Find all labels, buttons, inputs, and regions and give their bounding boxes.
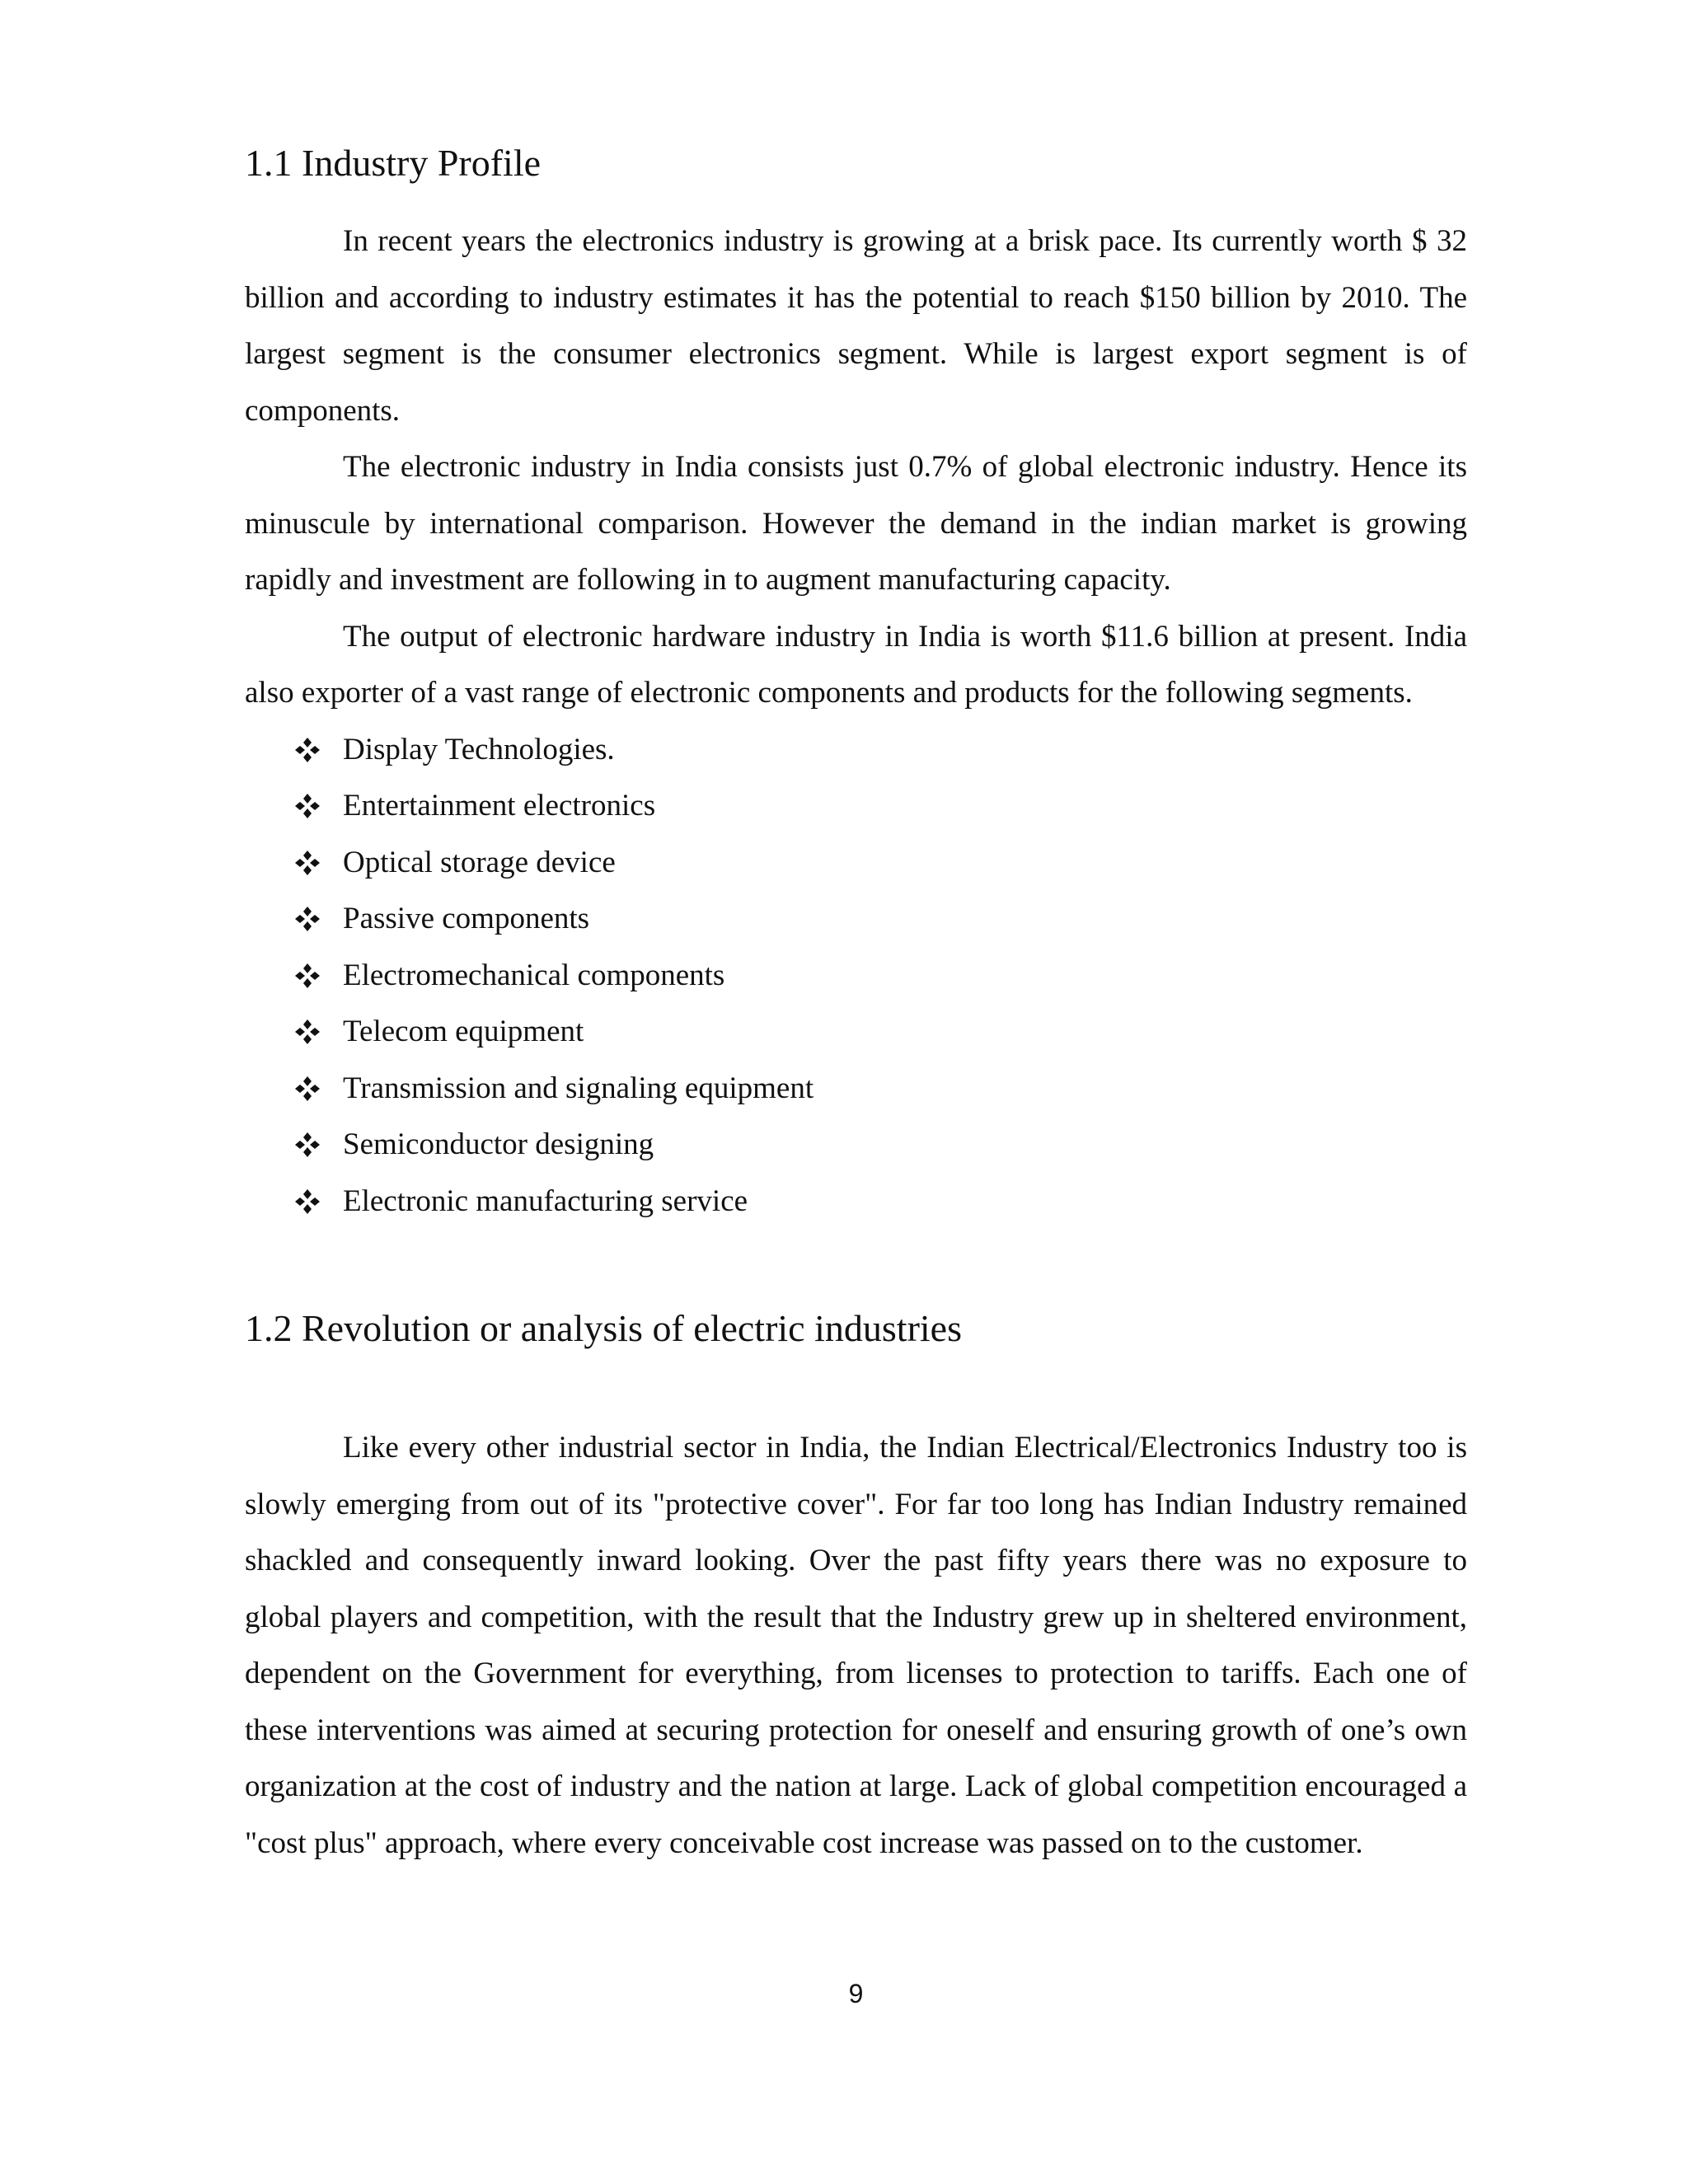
list-item-label: Entertainment electronics: [343, 789, 656, 823]
list-item: [245, 835, 1467, 892]
list-item-label: Transmission and signaling equipment: [343, 1071, 814, 1105]
list-item-label: Telecom equipment: [343, 1015, 584, 1049]
list-item-label: Electromechanical components: [343, 958, 725, 992]
four-diamond-bullet-icon: [294, 1117, 324, 1174]
list-item: [245, 778, 1467, 835]
paragraph: The electronic industry in India consists just 0.7% of global electronic industry. Hence its minuscule by international comparison. However the demand in the indian market is growing rapidly and investment are following in to augment manufacturing capacity.: [245, 450, 1467, 598]
page-content: [245, 140, 1467, 1872]
list-item: [245, 1117, 1467, 1174]
paragraph: The output of electronic hardware industry in India is worth $11.6 billion at present. India also exporter of a vast range of electronic components and products for the following segments.: [245, 619, 1467, 710]
list-item-label: Semiconductor designing: [343, 1127, 654, 1162]
page-number: 9: [848, 1979, 864, 2008]
list-item-label: Passive components: [343, 902, 590, 936]
list-item-label: Electronic manufacturing service: [343, 1183, 748, 1218]
list-item: [245, 948, 1467, 1005]
list-item: [245, 1004, 1467, 1061]
four-diamond-bullet-icon: [294, 1174, 324, 1230]
list-item: [245, 891, 1467, 948]
four-diamond-bullet-icon: [294, 948, 324, 1005]
four-diamond-bullet-icon: [294, 835, 324, 892]
four-diamond-bullet-icon: [294, 891, 324, 948]
four-diamond-bullet-icon: [294, 1004, 324, 1061]
four-diamond-bullet-icon: [294, 778, 324, 835]
segments-list: [245, 722, 1467, 1230]
section-heading-industry-profile: 1.1 Industry Profile: [245, 142, 542, 184]
four-diamond-bullet-icon: [294, 1061, 324, 1118]
list-item: [245, 722, 1467, 779]
paragraph: Like every other industrial sector in India, the Indian Electrical/Electronics Industry too is slowly emerging from out of its "protective cover". For far too long has Indian Industry remained shackled and consequently inward looking. Over the past fifty years there was no exposure to global players and competition, with the result that the Industry grew up in sheltered environment, dependent on the Government for everything, from licenses to protection to tariffs. Each one of these interventions was aimed at securing protection for oneself and ensuring growth of one’s own organization at the cost of industry and the nation at large. Lack of global competition encouraged a "cost plus" approach, where every conceivable cost increase was passed on to the customer.: [245, 1431, 1467, 1860]
four-diamond-bullet-icon: [294, 722, 324, 779]
section-heading-revolution-analysis: 1.2 Revolution or analysis of electric industries: [245, 1307, 962, 1350]
list-item: [245, 1061, 1467, 1118]
list-item: [245, 1174, 1467, 1230]
list-item-label: Optical storage device: [343, 845, 616, 879]
list-item-label: Display Technologies.: [343, 732, 615, 766]
paragraph: In recent years the electronics industry is growing at a brisk pace. Its currently worth $ 32 billion and according to industry estimates it has the potential to reach $150 billion by 2010. The largest segment is the consumer electronics segment. While is largest export segment is of components.: [245, 224, 1467, 428]
